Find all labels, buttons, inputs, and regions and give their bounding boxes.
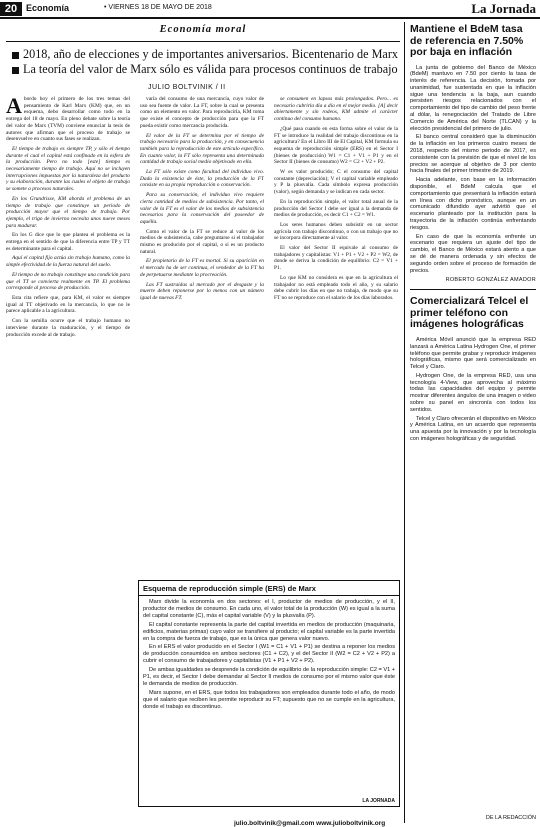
story-paragraph: El banco central consideró que la disminución de la inflación en los primeros cuatro meses de 2018, respecto del mismo periodo de 2017, es consistente con la previsión de que el nivel de los precios se acerque al objetivo de 3 por ciento hacia finales del primer trimestre de 2019.: [410, 134, 536, 175]
newspaper-brand: La Jornada: [471, 1, 536, 16]
column-section-title: Economía moral: [159, 24, 247, 35]
column-article: [6, 22, 400, 827]
box-paragraph: El capital constante representa la parte del capital invertida en medios de producción (maquinaria, edificios, materias primas) cuyo valor se transfiere al producto; el capital variable es la parte invertida en la compra de fuerza de trabajo, que es la única que genera valor nuevo.: [143, 621, 395, 642]
box-paragraph: Marx supone, en el ERS, que todos los trabajadores son empleados durante todo el año, de modo que el salario que reciben les permite reproducir su FT; supuesto que no se cumple en la agricultura, donde el trabajo es discontinuo.: [143, 689, 395, 710]
sidebar-headline-bdem: Mantiene el BdeM tasa de referencia en 7.50% por baja en inflación: [410, 23, 524, 58]
story-paragraph: Telcel y Claro ofrecerán el dispositivo en México y América Latina, en un acuerdo que representa una apuesta por la innovación y por la tecnología con imágenes holográficas y de seguridad.: [410, 415, 536, 443]
article-headline: [12, 47, 400, 77]
sidebar-headline-telcel: Comercializará Telcel el primer teléfono con imágenes holográficas: [410, 295, 529, 331]
author-byline: JULIO BOLTVINIK / II: [148, 84, 226, 91]
sidebar-story-bdem: [410, 65, 536, 275]
article-paragraph: El valor del Sector II equivale al consumo de trabajadores y capitalistas: V1 + P1 + V2 + P2 = W2, de donde se deriva la condición de equilibrio: C2 = V1 + P1.: [274, 245, 398, 272]
article-quote: En los Grundrisse, KM aborda el problema de un tiempo de trabajo que constituye un periodo de producción mayor que el tiempo de trabajo. Por ejemplo, el trigo de invierno necesita unos nueve meses para madurar.: [6, 195, 130, 229]
article-quote: El tiempo de no trabajo constituye una condición para que el TT se convierta realmente en TP. El problema corresponde al proceso de producción.: [6, 271, 130, 292]
sidebar-story-telcel: [410, 337, 536, 443]
ers-explainer-box: [138, 580, 400, 807]
section-name: Economía: [26, 3, 70, 13]
article-column-1: [6, 96, 130, 818]
box-paragraph: Marx divide la economía en dos sectores: el I, productor de medios de producción, y el II, productor de medios de consumo. En cada uno, el valor total de la producción (W) es igual a la suma del capital constante (C), más el capital variable (V) y la plusvalía (P).: [143, 599, 395, 619]
story-credit: DE LA REDACCIÓN: [485, 815, 536, 821]
article-paragraph: Lo que KM no considera es que en la agricultura el trabajador no está empleado todo el año, y su salario debe cubrir los días en que no trabaja, de modo que su FT no se reproduce con el salario de los días laborados.: [274, 274, 398, 301]
article-quote: El valor de la FT se determina por el tiempo de trabajo necesario para la producción, y en consecuencia también para la reproducción de este artículo específico. En cuanto valor, la FT sólo representa una determinada cantidad de trabajo social medio objetivado en ella.: [140, 132, 264, 166]
column-divider: [404, 22, 405, 823]
news-sidebar: [410, 24, 536, 823]
article-paragraph: En la reproducción simple, el valor total anual de la producción del Sector I debe ser igual a la demanda de medios de producción, es decir C1 + C2 = W1.: [274, 198, 398, 219]
article-paragraph: Los seres humanos deben subsistir en un sector agrícola con trabajo discontinuo, o con un trabajo que no se incorpora directamente al valor.: [274, 221, 398, 242]
article-quote: Aquí el capital fijo actúa sin trabajo humano, como la simple efectividad de la fuerza natural del suelo.: [6, 255, 130, 269]
headline-line: 2018, año de elecciones y de importantes aniversarios. Bicentenario de Marx: [12, 47, 400, 62]
headline-line: La teoría del valor de Marx sólo es válida para procesos continuos de trabajo: [12, 62, 400, 77]
story-paragraph: Hacia adelante, con base en la información disponible, el BdeM calcula que el comportamiento que presentará la inflación estará en línea con dicho pronóstico, aunque en un comunicado difundido ayer advirtió que el escenario planteado por la institución para la trayectoria de la inflación continúa enfrentando riesgos.: [410, 177, 536, 231]
article-paragraph: Como el valor de la FT se reduce al valor de los medios de subsistencia, cabe preguntarse si el trabajador mismo es producido por el capital, o si es un producto natural.: [140, 228, 264, 255]
story-credit: ROBERTO GONZÁLEZ AMADOR: [445, 277, 536, 284]
article-quote: La FT sólo existe como facultad del individuo vivo. Dada la existencia de éste, la producción de la FT consiste en su propia reproducción o conservación.: [140, 169, 264, 189]
drop-cap: A: [6, 96, 22, 118]
article-column-3: [274, 96, 398, 576]
sidebar-rule: [410, 289, 536, 290]
section-rule: [6, 41, 400, 42]
page-number: 20: [0, 2, 22, 16]
article-quote: El propietario de la FT es mortal. Si su aparición en el mercado ha de ser continua, el vendedor de la FT ha de perpetuarse mediante la procreación.: [140, 258, 264, 278]
article-paragraph: Con la semilla ocurre que el trabajo humano no interviene durante la maduración, y el tiempo de producción excede al de trabajo.: [6, 318, 130, 338]
story-paragraph: Hydrogen One, de la empresa RED, usa una tecnología 4-View, que aprovecha al máximo todas las capacidades del equipo y permite mostrar diferentes ángulos de una imagen o video sobre su panel en sincronía con todos los sentidos.: [410, 372, 536, 413]
box-title: Esquema de reproducción simple (ERS) de Marx: [139, 581, 399, 596]
article-paragraph: ¿Qué pasa cuando en esta forma sobre el valor de la FT se introduce la realidad del trabajo discontinuo en la agricultura? En el Libro III de El Capital, KM formula su esquema de reproducción simple (ERS) en el Sector I (bienes de producción) W1 = C1 + V1 + P1 y en el Sector II (bienes de consumo) W2 = C2 + V2 + P2.: [274, 125, 398, 166]
article-quote: Las FT sustraídas al mercado por el desgaste y la muerte deben reponerse por lo menos con un número igual de nuevas FT.: [140, 281, 264, 301]
article-column-2: [140, 96, 264, 576]
story-paragraph: En caso de que la economía enfrente un escenario que requiera un ajuste del tipo de cambio, el Banco de México estará atento a que se dé de manera ordenada y sin efectos de segundo orden sobre el proceso de formación de precios.: [410, 233, 536, 274]
bullet-icon: [12, 52, 19, 59]
article-paragraph: Abordo hoy el primero de los tres temas del pensamiento de Karl Marx (KM) que, en un esquema, debo desarrollar como todo en la entrega del 18 de mayo. En pleno debate sobre la teoría del valor de Marx (TVM) conviene enunciar la tesis de autores que afirman que el proceso de trabajo se desenvuelve en cuanto sus fases se realizan.: [6, 96, 130, 143]
box-body: [139, 596, 399, 797]
article-quote: El tiempo de trabajo es siempre TP, y sólo el tiempo durante el cual el capital está confinado en la esfera de la producción. Pero no todo [este] tiempo es necesariamente tiempo de trabajo. Aquí no se incluyen interrupciones impuestas por la naturaleza del producto y su elaboración, durante las cuales el objeto de trabajo se somete a procesos naturales.: [6, 145, 130, 193]
story-paragraph: La junta de gobierno del Banco de México (BdeM) mantuvo en 7.50 por ciento la tasa de interés de referencia. La decisión, tomada por unanimidad, fue sustentada en que la inflación sigue una tendencia a la baja, aun cuando persisten riesgos relacionados con el comportamiento del tipo de cambio del peso frente al dólar, la renegociación del Tratado de Libre Comercio de América del Norte (TLCAN) y la elección presidencial del primero de julio.: [410, 64, 536, 132]
article-paragraph: Esta cita refiere que, para KM, el valor es siempre igual al TT objetivado en la mercancía, lo que no le parece aplicable a la agricultura.: [6, 294, 130, 315]
bullet-icon: [12, 67, 19, 74]
header-rule: [0, 17, 540, 19]
article-quote: se consumen en lapsos más prolongados. Pero... es necesario cubrirla día a día en el mejor medio. [A] decir abiertamente y sin rodeos, KM admite el carácter continuo del consumo humano.: [274, 96, 398, 123]
story-paragraph: América Móvil anunció que la empresa RED lanzará a América Latina Hydrogen One, el primer teléfono que permite grabar y reproducir imágenes holográficas, mismo que será comercializado en Telcel y Claro.: [410, 336, 536, 371]
article-paragraph: varía del consumo de una mercancía, cuyo valor de uso sea fuente de valor. La FT, sobre la cual se presenta como un elemento en valor. Para reproducirla, KM toma que existe el concepto de producción para que la FT pueda existir como mercancía producida.: [140, 96, 264, 129]
issue-date: • VIERNES 18 DE MAYO DE 2018: [104, 4, 212, 11]
article-quote: Para su conservación, el individuo vivo requiere cierta cantidad de medios de subsistencia. Por tanto, el valor de la FT es el valor de los medios de subsistencia necesarios para la conservación del poseedor de aquélla.: [140, 192, 264, 225]
author-contact: julio.boltvinik@gmail.com www.julioboltvinik.org: [234, 820, 386, 827]
box-paragraph: De ambas igualdades se desprende la condición de equilibrio de la reproducción simple: C2 = V1 + P1, es decir, el Sector I debe demandar al Sector II medios de consumo por el mismo valor que éste le demanda de medios de producción.: [143, 667, 395, 687]
box-paragraph: En el ERS el valor producido en el Sector I (W1 = C1 + V1 + P1) se destina a reponer los medios de producción consumidos en ambos sectores (C1 + C2), y el del Sector II (W2 = C2 + V2 + P2) a cubrir el consumo de trabajadores y capitalistas (V1 + P1 + V2 + P2).: [143, 644, 395, 665]
article-paragraph: W es valor producido; C el consumo del capital constante (depreciación); V el capital variable empleado y P la plusvalía. Cada símbolo expresa producción (valor), según demanda y se indican en cada sector.: [274, 169, 398, 196]
article-paragraph: En los G dice que lo que plantea el problema es la entrega en el sentido de que la diferencia entre TP y TT es determinante para el capital.: [6, 232, 130, 252]
box-source: LA JORNADA: [362, 798, 395, 804]
